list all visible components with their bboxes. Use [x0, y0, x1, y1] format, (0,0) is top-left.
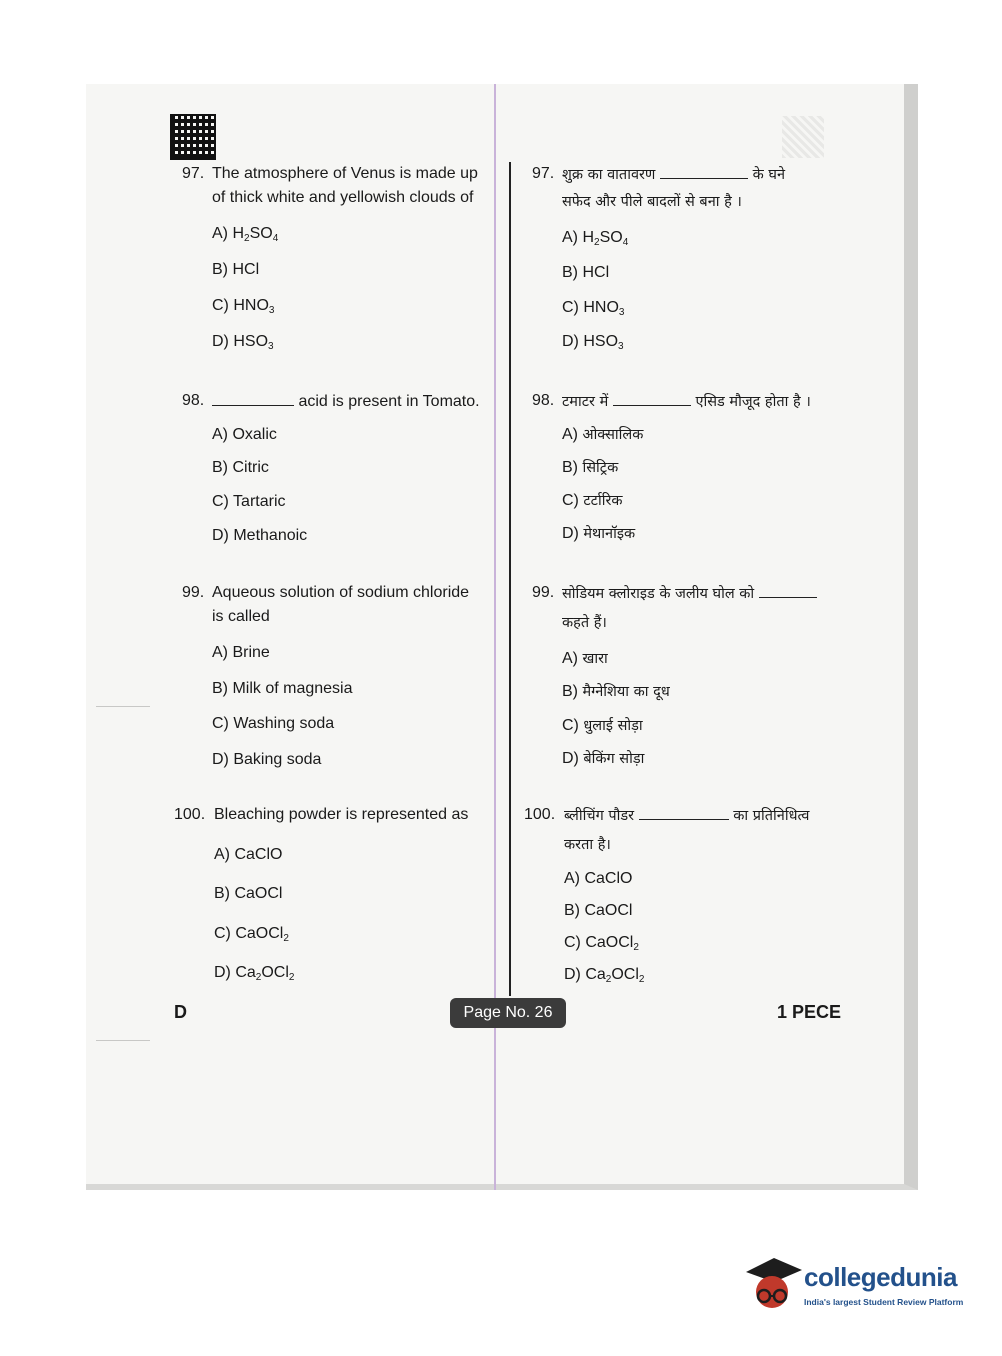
option-c: C) Washing soda [212, 715, 335, 732]
option-a: A) Brine [212, 644, 270, 661]
option-d: D) बेकिंग सोड़ा [562, 750, 645, 767]
option-c: C) $HNO_3$ [212, 297, 275, 316]
option-d: D) $Ca_2OCl_2$ [564, 966, 645, 985]
option-b: B) मैग्नेशिया का दूध [562, 683, 670, 700]
option-d: D) Methanoic [212, 527, 308, 544]
option-a: A) $H_2SO_4$ [562, 229, 629, 248]
option-d: D) $HSO_3$ [212, 333, 274, 352]
option-c: C) CaOCl$_2$ [214, 925, 289, 944]
option-c: C) धुलाई सोड़ा [562, 717, 643, 734]
question-text: of thick white and yellowish clouds of [212, 189, 474, 206]
option-d: D) मेथानॉइक [562, 525, 636, 542]
column-divider [509, 162, 511, 996]
option-b: B) Milk of magnesia [212, 680, 353, 697]
faded-qr-code-icon [782, 116, 824, 158]
paper-code: 1 PECE [777, 1002, 842, 1022]
option-c: C) टर्टारिक [562, 492, 623, 509]
watermark-brand: collegedunia [804, 1262, 957, 1292]
option-b: B) CaOCl [564, 902, 633, 919]
option-b: B) सिट्रिक [562, 459, 619, 476]
question-number: 99. [182, 584, 205, 601]
question-text: Bleaching powder is represented as [214, 806, 469, 823]
question-text: करता है। [564, 837, 611, 853]
option-b: B) Citric [212, 459, 269, 476]
option-a: A) CaClO [214, 846, 283, 863]
collegedunia-mascot-icon [744, 1250, 804, 1320]
option-c: C) CaOCl$_2$ [564, 934, 639, 953]
question-number: 99. [532, 584, 555, 601]
option-d: D) $HSO_3$ [562, 333, 624, 352]
scan-mark [96, 1040, 150, 1041]
watermark-tagline: India's largest Student Review Platform [804, 1297, 964, 1307]
option-a: A) $H_2SO_4$ [212, 225, 279, 244]
question-text: कहते हैं। [562, 615, 607, 631]
question-number: 100. [174, 806, 206, 823]
qr-code-icon [172, 116, 214, 158]
question-number: 97. [182, 165, 205, 182]
option-c: C) Tartaric [212, 493, 286, 510]
question-text: is called [212, 608, 270, 625]
question-text: Aqueous solution of sodium chloride [212, 584, 470, 601]
option-b: B) HCl [562, 264, 610, 281]
question-text: acid is present in Tomato. [212, 391, 480, 411]
option-b: B) HCl [212, 261, 260, 278]
set-code: D [174, 1002, 187, 1022]
question-text: ब्लीचिंग पौडर का प्रतिनिधित्व [564, 805, 809, 825]
question-number: 97. [532, 165, 555, 182]
option-a: A) ओक्सालिक [562, 426, 644, 443]
option-a: A) CaClO [564, 870, 633, 887]
option-d: D) $Ca_2OCl_2$ [214, 964, 295, 983]
scan-mark [96, 706, 150, 707]
page-number-badge: Page No. 26 [450, 998, 566, 1028]
question-number: 98. [532, 392, 555, 409]
question-text: सोडियम क्लोराइड के जलीय घोल को [562, 583, 817, 603]
question-text: शुक्र का वातावरण के घने [562, 164, 785, 184]
option-c: C) $HNO_3$ [562, 299, 625, 318]
question-number: 98. [182, 392, 205, 409]
option-a: A) Oxalic [212, 426, 277, 443]
question-text: सफेद और पीले बादलों से बना है । [562, 194, 742, 210]
option-d: D) Baking soda [212, 751, 322, 768]
option-b: B) CaOCl [214, 885, 283, 902]
question-text: टमाटर में एसिड मौजूद होता है । [562, 391, 811, 411]
option-a: A) खारा [562, 650, 608, 667]
question-text: The atmosphere of Venus is made up [212, 165, 478, 182]
question-number: 100. [524, 806, 556, 823]
